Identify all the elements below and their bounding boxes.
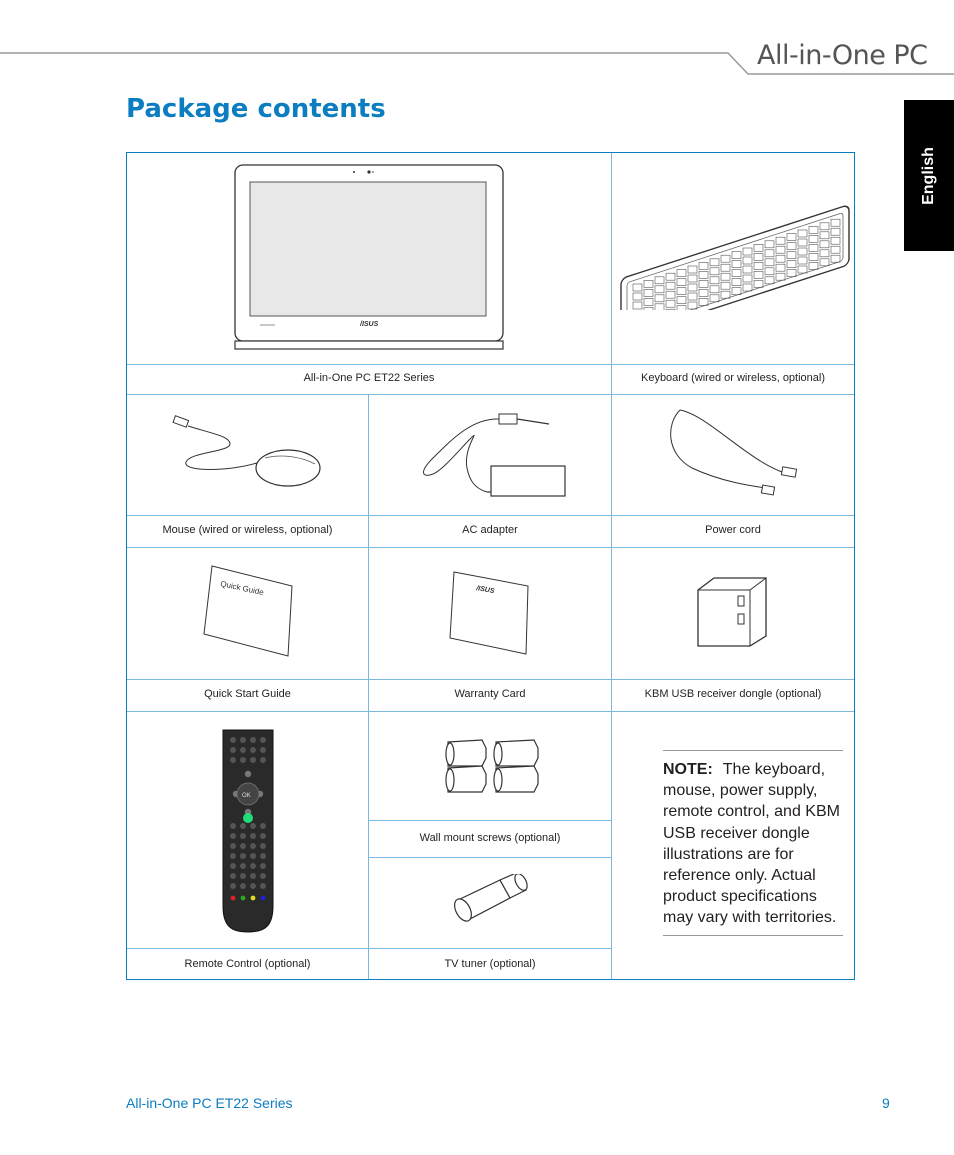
caption-power-cord: Power cord xyxy=(705,524,761,536)
caption-keyboard: Keyboard (wired or wireless, optional) xyxy=(640,372,826,384)
footer-series: All-in-One PC ET22 Series xyxy=(126,1095,293,1111)
caption-remote-control: Remote Control (optional) xyxy=(184,958,311,970)
note-label: NOTE: xyxy=(663,761,713,778)
kbm-dongle-illustration xyxy=(694,574,770,650)
aio-pc-illustration xyxy=(230,162,508,354)
caption-quick-start-guide: Quick Start Guide xyxy=(204,688,291,700)
page-title: Package contents xyxy=(126,94,386,124)
wall-mount-screws-illustration xyxy=(444,736,540,798)
tv-tuner-illustration xyxy=(450,874,532,932)
remote-ok-label: OK xyxy=(242,793,251,799)
caption-warranty-card: Warranty Card xyxy=(454,688,526,700)
caption-ac-adapter: AC adapter xyxy=(462,524,518,536)
note-box xyxy=(663,750,843,936)
keyboard-illustration xyxy=(617,200,857,310)
note-text: The keyboard, mouse, power supply, remote control, and KBM USB receiver dongle illustrations are for reference only. Actual product specifications may vary with territories. xyxy=(663,761,840,927)
caption-tv-tuner: TV tuner (optional) xyxy=(444,958,536,970)
language-tab xyxy=(904,100,954,251)
caption-kbm-dongle: KBM USB receiver dongle (optional) xyxy=(644,688,822,700)
mouse-illustration xyxy=(170,408,330,494)
asus-logo-card: /ISUS xyxy=(475,585,495,596)
guide-cover-title: Quick Guide xyxy=(219,579,265,598)
caption-wall-mount-screws: Wall mount screws (optional) xyxy=(419,832,561,844)
brand-logo: All-in-One PC xyxy=(757,40,928,71)
quick-start-guide-illustration xyxy=(200,562,296,660)
warranty-card-illustration xyxy=(446,568,532,658)
ac-adapter-illustration xyxy=(413,408,573,504)
remote-control-illustration xyxy=(219,726,277,936)
caption-mouse: Mouse (wired or wireless, optional) xyxy=(162,524,333,536)
language-tab-label: English xyxy=(920,146,937,205)
page-number: 9 xyxy=(882,1095,890,1111)
caption-aio-pc: All-in-One PC ET22 Series xyxy=(303,372,435,384)
power-cord-illustration xyxy=(662,404,812,504)
asus-logo-pc: /ISUS xyxy=(360,321,379,328)
